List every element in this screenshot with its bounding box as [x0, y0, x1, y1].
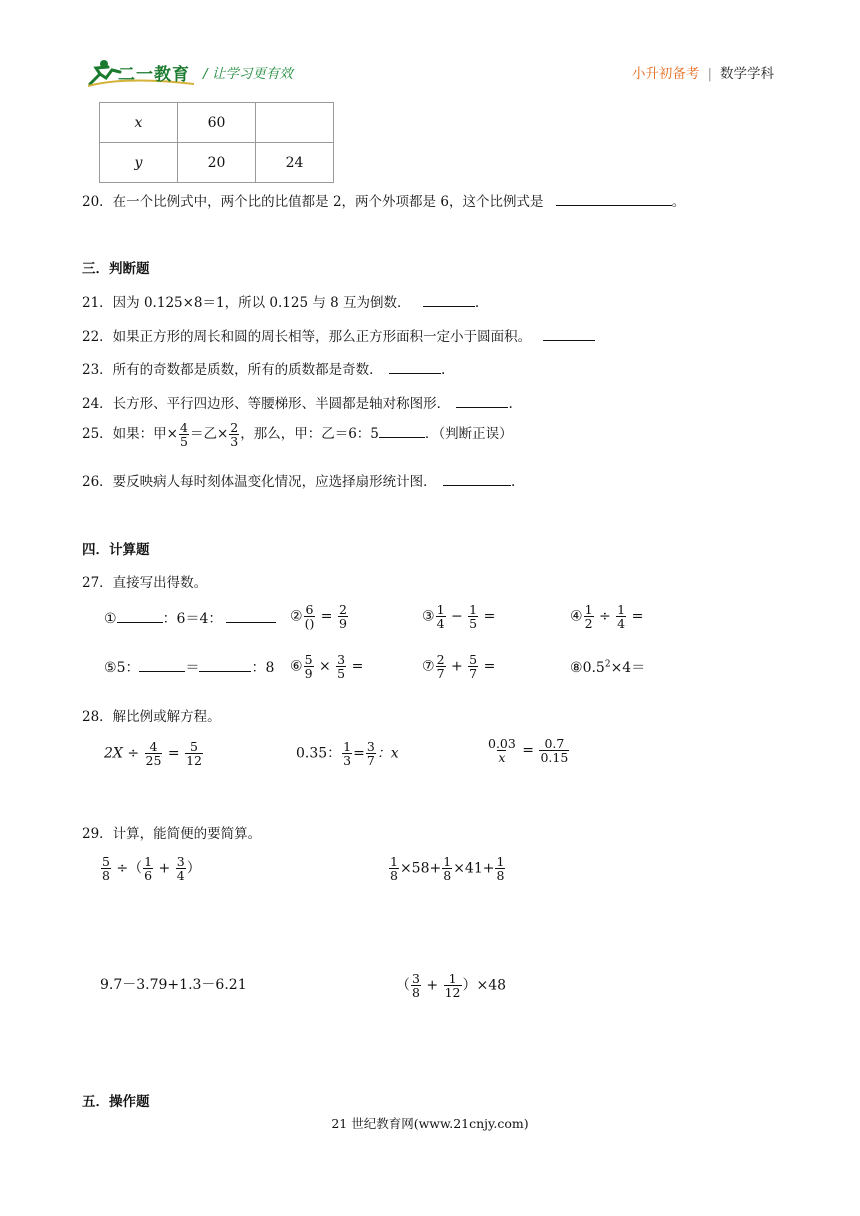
- answer-blank[interactable]: [199, 658, 251, 672]
- logo-text: 二一教育: [118, 65, 190, 85]
- question-27-title: 27．直接写出得数。: [82, 575, 208, 591]
- header-right: [632, 62, 774, 82]
- answer-blank[interactable]: [556, 192, 672, 206]
- question-text: 26．要反映病人每时刻体温变化情况，应选择扇形统计图．: [82, 474, 437, 490]
- section-title: 三．判断题: [82, 261, 150, 277]
- question-20: [82, 190, 685, 210]
- table-cell: 20: [178, 143, 256, 183]
- calc-expression-1: $\frac{5}{8}$ ÷（ $\frac{1}{6}$ + $\frac{3}{4}$ ）: [102, 854, 201, 884]
- answer-blank[interactable]: [456, 394, 508, 408]
- calc-item-2: ② $\frac{6}{()}$ = $\frac{2}{9}$: [290, 602, 347, 632]
- section-title: 四．计算题: [82, 542, 150, 558]
- footer: 21 世纪教育网(www.21cnjy.com): [331, 1116, 529, 1131]
- answer-blank[interactable]: [543, 327, 595, 341]
- question-29-title: 29．计算，能简便的要简算。: [82, 826, 262, 842]
- answer-blank[interactable]: [443, 472, 511, 486]
- table-cell: x: [100, 103, 178, 143]
- question-text: 22．如果正方形的周长和圆的周长相等，那么正方形面积一定小于圆面积。: [82, 329, 532, 345]
- question-text: 20．在一个比例式中，两个比的比值都是 2，两个外项都是 6，这个比例式是: [82, 194, 544, 210]
- question-23: [82, 358, 445, 378]
- answer-blank[interactable]: [423, 293, 475, 307]
- table-row: [100, 143, 334, 183]
- calc-expression-3: 9.7－3.79+1.3－6.21: [100, 977, 247, 993]
- header-separator: |: [707, 66, 712, 82]
- table-cell: 24: [256, 143, 334, 183]
- question-text: 25．如果：甲×: [82, 426, 178, 443]
- calc-expression-4: （ $\frac{3}{8}$ + $\frac{1}{12}$ ）×48: [396, 971, 507, 1001]
- question-22: [82, 325, 595, 345]
- table-cell: y: [100, 143, 178, 183]
- question-end: 。: [671, 194, 686, 210]
- answer-blank[interactable]: [379, 424, 425, 438]
- calc-item-1: ① ：6＝4：: [104, 608, 276, 628]
- question-24: [82, 392, 513, 412]
- question-text: 24．长方形、平行四边形、等腰梯形、半圆都是轴对称图形．: [82, 396, 451, 412]
- table-cell: 60: [178, 103, 256, 143]
- question-text: 21．因为 0.125×8＝1，所以 0.125 与 8 互为倒数．: [82, 295, 411, 311]
- calc-item-3: ③ $\frac{1}{4}$ − $\frac{1}{5}$ =: [422, 602, 496, 632]
- question-end: .: [510, 474, 516, 490]
- answer-blank[interactable]: [226, 609, 276, 623]
- calc-item-6: ⑥ $\frac{5}{9}$ × $\frac{3}{5}$ =: [290, 652, 364, 682]
- calc-expression-2: $\frac{1}{8}$ ×58+ $\frac{1}{8}$ ×41+ $\frac{1}{8}$: [390, 854, 505, 884]
- slogan: / 让学习更有效: [203, 66, 293, 82]
- table-cell: [256, 103, 334, 143]
- equation-3: $\frac{0.03}{x}$ = $\frac{0.7}{0.15}$: [488, 736, 569, 766]
- equation-2: 0.35： $\frac{1}{3}$ = $\frac{3}{7}$ ：x: [296, 739, 399, 769]
- calc-item-8: $⑧0.5^2\times 4=$: [570, 659, 646, 676]
- fraction: $\frac{4}{5}$: [180, 420, 188, 450]
- question-end: .: [474, 295, 480, 311]
- calc-item-7: ⑦ $\frac{2}{7}$ + $\frac{5}{7}$ =: [422, 652, 496, 682]
- question-25: 25．如果：甲× $\frac{4}{5}$ ＝乙× $\frac{2}{3}$ ，那么，甲：乙＝6：5 ．（判断正误）: [82, 420, 513, 450]
- question-end: .: [440, 362, 446, 378]
- question-21: [82, 291, 479, 311]
- answer-blank[interactable]: [389, 360, 441, 374]
- xy-table: [99, 102, 334, 183]
- calc-item-5: ⑤5： ＝ ：8: [104, 660, 275, 676]
- exam-label: 小升初备考: [631, 66, 700, 82]
- question-end: .: [508, 396, 513, 412]
- subject-label: 数学学科: [720, 66, 774, 82]
- question-text: 23．所有的奇数都是质数，所有的质数都是奇数．: [82, 362, 383, 378]
- calc-item-4: ④ $\frac{1}{2}$ ÷ $\frac{1}{4}$ =: [570, 602, 644, 632]
- answer-blank[interactable]: [139, 658, 185, 672]
- answer-blank[interactable]: [117, 609, 163, 623]
- table-row: [100, 103, 334, 143]
- question-26: [82, 470, 515, 490]
- section-title: 五．操作题: [82, 1094, 150, 1110]
- question-28-title: 28．解比例或解方程。: [82, 709, 221, 725]
- equation-1: 2X ÷ $\frac{4}{25}$ = $\frac{5}{12}$: [104, 739, 202, 769]
- fraction: $\frac{2}{3}$: [230, 420, 239, 450]
